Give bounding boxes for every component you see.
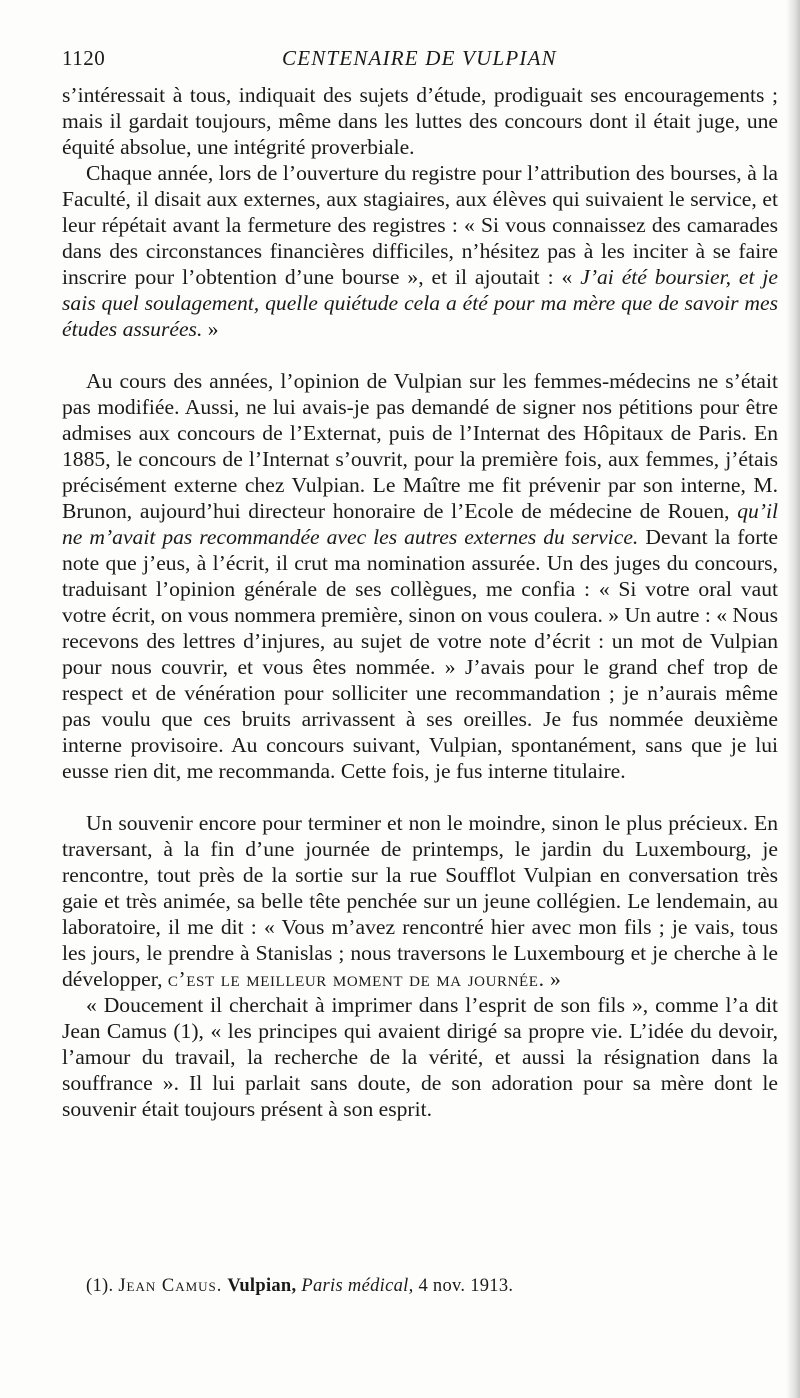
paragraph-4-text-b: » xyxy=(544,967,561,991)
paragraph-1 xyxy=(62,82,778,160)
paragraph-3-italic: qu’il ne m’avait pas recommandée avec les autres externes du service. xyxy=(62,499,778,549)
paragraph-4 xyxy=(62,810,778,992)
footnote-marker: (1). xyxy=(86,1276,114,1296)
footnote-work: Vulpian, xyxy=(227,1276,297,1296)
paragraph-1-text: s’intéressait à tous, indiquait des sujets d’étude, prodiguait ses encouragements ; mais il gardait toujours, même dans les luttes des concours dont il était juge, une équité absolue, une intégrité proverbiale. xyxy=(62,83,778,159)
footnote xyxy=(86,1276,513,1297)
paragraph-3-text-b: Devant la forte note que j’eus, à l’écrit, il crut ma nomination assurée. Un des juges du concours, traduisant l’opinion générale de ses collègues, me confia : « Si votre oral vaut votre écrit, on vous nommera première, sinon on vous coulera. » Un autre : « Nous recevons des lettres d’injures, au sujet de votre note d’écrit : un mot de Vulpian pour nous couvrir, et vous êtes nommée. » J’avais pour le grand chef trop de respect et de vénération pour solliciter une recommandation ; je n’aurais même pas voulu que ces bruits arrivassent à ses oreilles. Je fus nommée deuxième interne provisoire. Au concours suivant, Vulpian, spontanément, sans que je lui eusse rien dit, me recommanda. Cette fois, je fus interne titulaire. xyxy=(62,525,779,783)
paragraph-2-text-b: » xyxy=(202,317,219,341)
running-title: CENTENAIRE DE VULPIAN xyxy=(282,46,557,70)
footnote-date: 4 nov. 1913. xyxy=(418,1276,514,1296)
page-number: 1120 xyxy=(62,46,106,70)
page-header xyxy=(62,46,762,74)
paragraph-3-text-a: Au cours des années, l’opinion de Vulpian sur les femmes-médecins ne s’était pas modifiée. Aussi, ne lui avais-je pas demandé de signer nos pétitions pour être admises aux concours de l’Externat, puis de l’Internat des Hôpitaux de Paris. En 1885, le concours de l’Internat s’ouvrit, pour la première fois, aux femmes, j’étais précisément externe chez Vulpian. Le Maître me fit prévenir par son interne, M. Brunon, aujourd’hui directeur honoraire de l’Ecole de médecine de Rouen, xyxy=(62,369,778,523)
paragraph-2 xyxy=(62,160,778,342)
paragraph-3 xyxy=(62,368,778,784)
page-edge-shadow xyxy=(786,0,800,1398)
footnote-author: Jean Camus. xyxy=(118,1276,223,1296)
paragraph-2-text-a: Chaque année, lors de l’ouverture du registre pour l’attribution des bourses, à la Faculté, il disait aux externes, aux stagiaires, aux élèves qui suivaient le service, et leur répétait avant la fermeture des registres : « Si vous connaissez des camarades dans des circonstances financières difficiles, n’hésitez pas à les inciter à se faire inscrire pour l’obtention d’une bourse », et il ajoutait : « xyxy=(62,161,778,289)
paragraph-4-smallcaps: c’est le meilleur moment de ma journée. xyxy=(167,967,545,991)
footnote-journal: Paris médical, xyxy=(301,1276,414,1296)
paragraph-4-text-a: Un souvenir encore pour terminer et non le moindre, sinon le plus précieux. En traversant, à la fin d’une journée de printemps, le jardin du Luxembourg, je rencontre, tout près de la sortie sur la rue Soufflot Vulpian en conversation très gaie et très animée, sa belle tête penchée sur un jeune collégien. Le lendemain, au laboratoire, il me dit : « Vous m’avez rencontré hier avec mon fils ; je vais, tous les jours, le prendre à Stanislas ; nous traversons le Luxembourg et je cherche à le développer, xyxy=(62,811,778,991)
paragraph-5 xyxy=(62,992,778,1122)
paragraph-2-quote-italic: J’ai été boursier, et je sais quel soulagement, quelle quiétude cela a été pour ma mère que de savoir mes études assurées. xyxy=(62,265,778,341)
paragraph-5-text: « Doucement il cherchait à imprimer dans l’esprit de son fils », comme l’a dit Jean Camus (1), « les principes qui avaient dirigé sa propre vie. L’idée du devoir, l’amour du travail, la recherche de la vérité, et aussi la résignation dans la souffrance ». Il lui parlait sans doute, de son adoration pour sa mère dont le souvenir était toujours présent à son esprit. xyxy=(62,993,778,1121)
body-text xyxy=(62,82,778,1122)
